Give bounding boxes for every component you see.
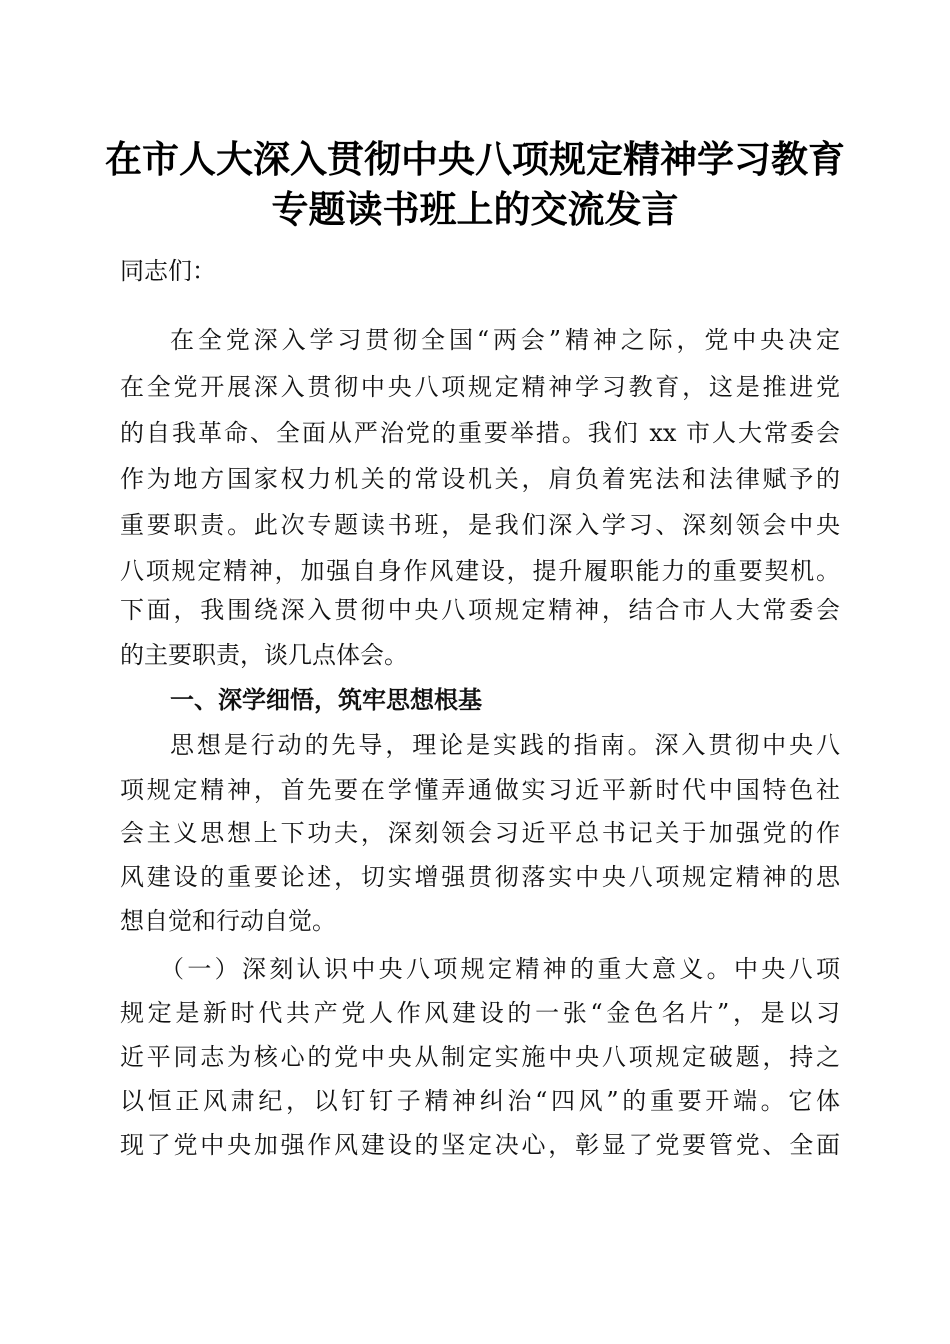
paragraph-3-line-3: 近平同志为核心的党中央从制定实施中央八项规定破题，持之	[120, 1043, 840, 1071]
paragraph-1-line-1: 在全党深入学习贯彻全国“两会”精神之际，党中央决定	[170, 326, 840, 354]
paragraph-1-line-8: 的主要职责，谈几点体会。	[120, 641, 408, 669]
section-1-heading: 一、深学细悟，筑牢思想根基	[170, 686, 482, 714]
paragraph-3-line-2: 规定是新时代共产党人作风建设的一张“金色名片”，是以习	[120, 999, 840, 1027]
paragraph-2-line-3: 会主义思想上下功夫，深刻领会习近平总书记关于加强党的作	[120, 819, 840, 847]
paragraph-3-line-1: （一）深刻认识中央八项规定精神的重大意义。中央八项	[160, 955, 840, 983]
salutation: 同志们：	[120, 257, 216, 285]
paragraph-3-line-5: 现了党中央加强作风建设的坚定决心，彰显了党要管党、全面	[120, 1131, 840, 1159]
paragraph-1-line-3: 的自我革命、全面从严治党的重要举措。我们 xx 市人大常委会	[120, 419, 840, 447]
paragraph-2-line-2: 项规定精神，首先要在学懂弄通做实习近平新时代中国特色社	[120, 776, 840, 804]
paragraph-3-line-4: 以恒正风肃纪，以钉钉子精神纠治“四风”的重要开端。它体	[120, 1087, 840, 1115]
document-title-line-1: 在市人大深入贯彻中央八项规定精神学习教育	[105, 137, 845, 181]
paragraph-2-line-1: 思想是行动的先导，理论是实践的指南。深入贯彻中央八	[170, 731, 840, 759]
paragraph-1-line-6: 八项规定精神，加强自身作风建设，提升履职能力的重要契机。	[120, 557, 840, 585]
paragraph-1-line-5: 重要职责。此次专题读书班，是我们深入学习、深刻领会中央	[120, 511, 840, 539]
paragraph-2-line-4: 风建设的重要论述，切实增强贯彻落实中央八项规定精神的思	[120, 863, 840, 891]
paragraph-2-line-5: 想自觉和行动自觉。	[120, 907, 336, 935]
document-title-line-2: 专题读书班上的交流发言	[271, 187, 679, 231]
paragraph-1-line-4: 作为地方国家权力机关的常设机关，肩负着宪法和法律赋予的	[120, 465, 840, 493]
paragraph-1-line-2: 在全党开展深入贯彻中央八项规定精神学习教育，这是推进党	[120, 373, 840, 401]
paragraph-1-line-7: 下面，我围绕深入贯彻中央八项规定精神，结合市人大常委会	[120, 596, 840, 624]
